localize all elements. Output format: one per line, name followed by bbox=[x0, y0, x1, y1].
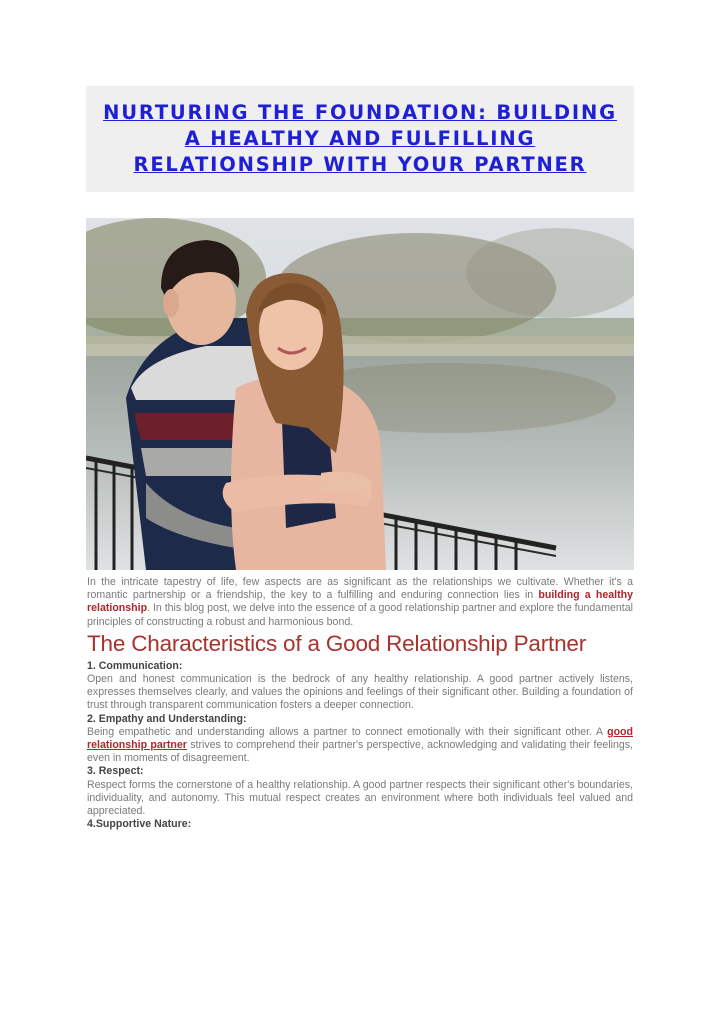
item-title-supportive: 4.Supportive Nature: bbox=[87, 818, 192, 831]
empathy-text-before: Being empathetic and understanding allows a partner to connect emotionally with their significant other. A bbox=[87, 725, 608, 738]
article-body bbox=[87, 576, 633, 831]
building-healthy-relationship-link[interactable]: building a healthy relationship bbox=[87, 589, 633, 615]
good-relationship-partner-link[interactable]: good relationship partner bbox=[87, 725, 633, 752]
section-heading: The Characteristics of a Good Relationship Partner bbox=[87, 630, 586, 656]
empathy-text-after: strives to comprehend their partner's perspective, acknowledging and validating their feelings, even in moments of disagreement. bbox=[87, 739, 633, 765]
intro-paragraph bbox=[87, 576, 633, 629]
item-title-communication: 1. Communication: bbox=[87, 659, 183, 672]
couple-photo bbox=[86, 218, 634, 570]
intro-text-after: . In this blog post, we delve into the essence of a good relationship partner and explore the fundamental principles of constructing a robust and harmonious bond. bbox=[87, 602, 633, 628]
item-text-respect: Respect forms the cornerstone of a healthy relationship. A good partner respects their significant other's boundaries, individuality, and autonomy. This mutual respect creates an environment where both individuals feel valued and appreciated. bbox=[87, 778, 633, 818]
intro-text-before: In the intricate tapestry of life, few aspects are as significant as the relationships we cultivate. Whether it's a romantic partnership or a friendship, the key to a fulfilling and enduring connection lies in bbox=[87, 576, 633, 602]
item-text-communication: Open and honest communication is the bedrock of any healthy relationship. A good partner actively listens, expresses themselves clearly, and values the opinions and feelings of their significant other. Building a foundation of trust through transparent communication fosters a deeper connection. bbox=[87, 673, 633, 712]
item-title-respect: 3. Respect: bbox=[87, 765, 144, 778]
item-text-empathy bbox=[87, 726, 633, 766]
title-banner bbox=[86, 86, 634, 192]
article-title-link[interactable]: NURTURING THE FOUNDATION: BUILDING A HEALTHY AND FULFILLING RELATIONSHIP WITH YOUR PARTNER bbox=[103, 101, 617, 176]
item-title-empathy: 2. Empathy and Understanding: bbox=[87, 712, 247, 725]
